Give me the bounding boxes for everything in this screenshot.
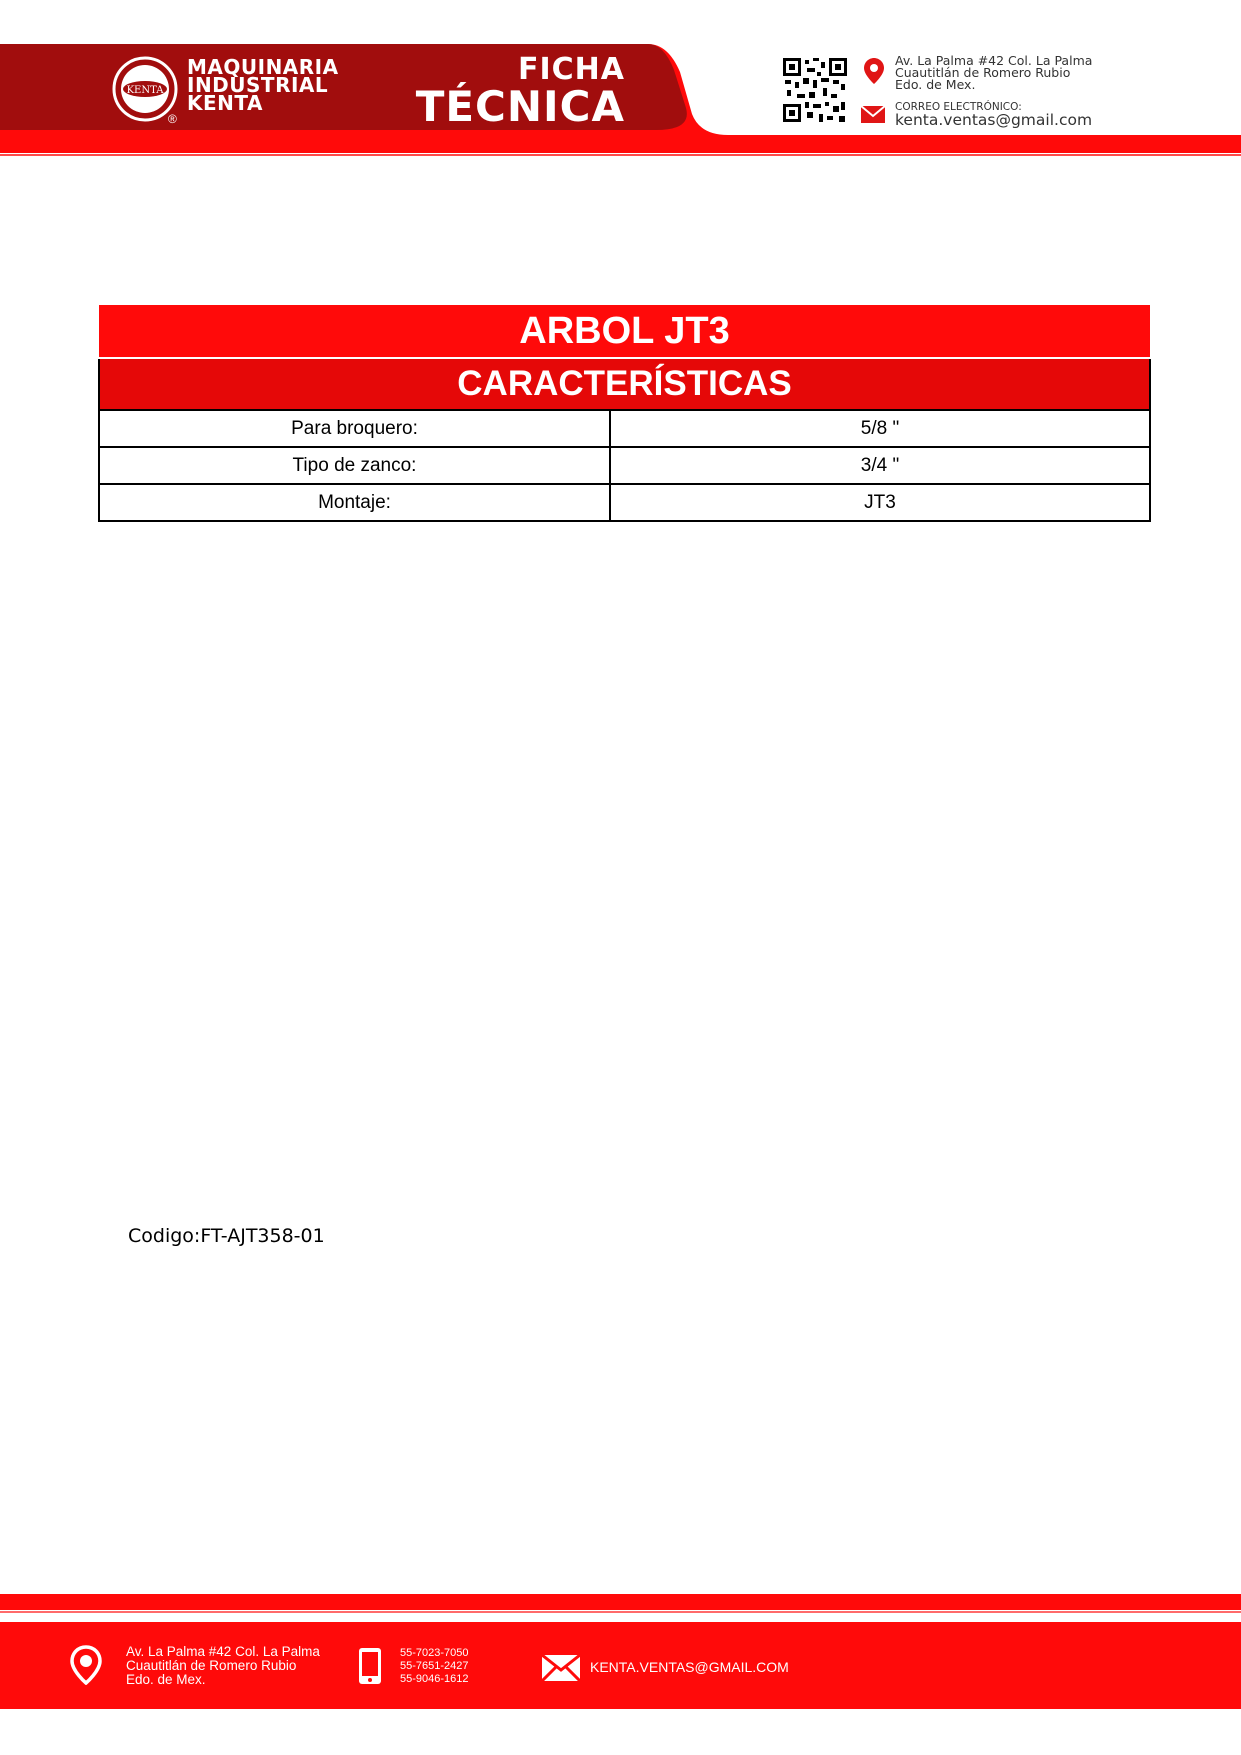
spec-label: Montaje: <box>99 484 610 521</box>
spec-table <box>98 305 1151 522</box>
document-code: Codigo:FT-AJT358-01 <box>128 1225 325 1247</box>
footer-stripe <box>0 1594 1241 1610</box>
footer-email[interactable]: KENTA.VENTAS@GMAIL.COM <box>590 1659 789 1675</box>
envelope-icon <box>541 1654 581 1682</box>
table-row <box>99 447 1150 484</box>
spec-label: Para broquero: <box>99 410 610 447</box>
spec-label: Tipo de zanco: <box>99 447 610 484</box>
address-line: Edo. de Mex. <box>126 1672 206 1687</box>
spec-value: 3/4 " <box>610 447 1150 484</box>
footer-phones <box>400 1647 469 1686</box>
brand-line: KENTA <box>187 91 263 115</box>
document-type <box>410 52 625 131</box>
header-address <box>895 55 1092 91</box>
section-heading: CARACTERÍSTICAS <box>99 358 1150 410</box>
spec-value: 5/8 " <box>610 410 1150 447</box>
brand-line: MAQUINARIA <box>187 55 339 79</box>
table-row <box>99 410 1150 447</box>
brand-name <box>187 55 339 115</box>
address-line: Cuautitlán de Romero Rubio <box>126 1658 297 1673</box>
qr-code-icon <box>783 58 847 122</box>
address-line: Av. La Palma #42 Col. La Palma <box>895 53 1093 68</box>
title-row <box>99 305 1150 358</box>
footer-address <box>126 1645 320 1687</box>
location-pin-icon <box>70 1645 102 1685</box>
document-type-line1: FICHA <box>518 52 625 87</box>
address-line: Cuautitlán de Romero Rubio <box>895 65 1071 80</box>
header-stripe-line <box>0 154 1241 156</box>
document-type-line2: TÉCNICA <box>415 82 625 131</box>
registered-mark: ® <box>168 112 177 126</box>
section-row <box>99 358 1150 410</box>
phone-icon <box>358 1647 382 1685</box>
envelope-icon <box>861 106 885 123</box>
phone-number[interactable]: 55-7651-2427 <box>400 1660 469 1672</box>
product-title: ARBOL JT3 <box>99 305 1150 358</box>
phone-number[interactable]: 55-7023-7050 <box>400 1647 469 1659</box>
header-email[interactable]: kenta.ventas@gmail.com <box>895 111 1093 129</box>
address-line: Av. La Palma #42 Col. La Palma <box>126 1644 320 1659</box>
location-pin-icon <box>864 58 884 84</box>
spec-value: JT3 <box>610 484 1150 521</box>
svg-text:KENTA: KENTA <box>126 85 164 96</box>
address-line: Edo. de Mex. <box>895 77 976 92</box>
phone-number[interactable]: 55-9046-1612 <box>400 1673 469 1685</box>
table-row <box>99 484 1150 521</box>
brand-line: INDUSTRIAL <box>187 73 329 97</box>
footer-stripe-line <box>0 1611 1241 1613</box>
email-label: CORREO ELECTRÓNICO: <box>895 101 1022 113</box>
